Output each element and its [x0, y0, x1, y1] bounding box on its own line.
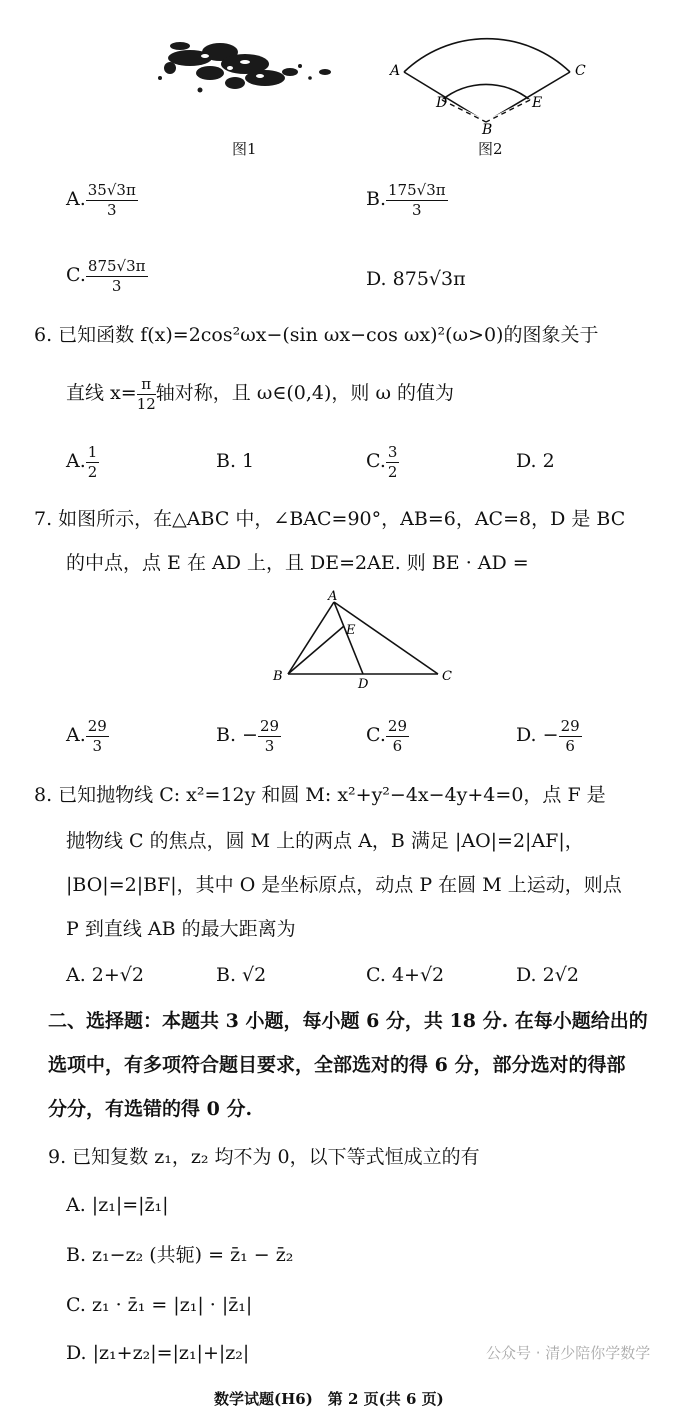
fig2-label-e: E — [532, 95, 543, 111]
q8-option-c: C. 4+√2 — [366, 964, 445, 986]
q9-option-a: A. |z₁|=|z̄₁| — [66, 1194, 169, 1216]
figure-1-caption: 图1 — [232, 140, 257, 158]
q5-option-a: A. $\frac{35√3\pi}{3}$ — [66, 181, 136, 219]
fig2-label-d: D — [436, 95, 448, 111]
figure-2-annular-sector — [380, 10, 600, 135]
tri-label-b: B — [273, 669, 283, 684]
q9-stem: 9. 已知复数 z₁，z₂ 均不为 0，以下等式恒成立的有 — [48, 1146, 480, 1168]
q5-option-c: C. $\frac{875√3\pi}{3}$ — [66, 257, 146, 295]
q9-option-d: D. |z₁+z₂|=|z₁|+|z₂| — [66, 1342, 250, 1364]
q9-option-b: B. z₁−z₂ (共轭) = z̄₁ − z̄₂ — [66, 1244, 294, 1266]
q7-option-c: C. $\frac{29}{6}$ — [366, 717, 407, 755]
q6-option-d: D. 2 — [516, 450, 555, 472]
section-2-line3: 分分，有选错的得 0 分. — [48, 1098, 253, 1120]
q6-stem-line1: 6. 已知函数 f(x)=2cos²ωx−(sin ωx−cos ωx)²(ω>0)的图象关于 — [34, 324, 599, 346]
q8-stem-line4: P 到直线 AB 的最大距离为 — [66, 918, 296, 940]
figure-2-caption: 图2 — [478, 140, 503, 158]
q6-option-a: A. $\frac{1}{2}$ — [66, 443, 98, 481]
fig2-label-b: B — [482, 122, 493, 135]
q8-option-b: B. √2 — [216, 964, 267, 986]
page-footer: 数学试题(H6) 第 2 页(共 6 页) — [214, 1390, 444, 1408]
q7-option-b: B. − $\frac{29}{3}$ — [216, 717, 280, 755]
q7-option-d: D. − $\frac{29}{6}$ — [516, 717, 580, 755]
tri-label-d: D — [358, 677, 369, 690]
q8-stem-line3: |BO|=2|BF|，其中 O 是坐标原点，动点 P 在圆 M 上运动，则点 — [66, 874, 622, 896]
q8-stem-line1: 8. 已知抛物线 C: x²=12y 和圆 M: x²+y²−4x−4y+4=0，点 F 是 — [34, 784, 606, 806]
q5-option-d: D. 875√3π — [366, 268, 466, 290]
q8-option-a: A. 2+√2 — [66, 964, 145, 986]
section-2-line1: 二、选择题：本题共 3 小题，每小题 6 分，共 18 分. 在每小题给出的 — [48, 1010, 648, 1032]
figure-1-ink-drawing — [150, 28, 350, 108]
q9-option-c: C. z₁ · z̄₁ = |z₁| · |z̄₁| — [66, 1294, 253, 1316]
q5-option-b: B. $\frac{175√3\pi}{3}$ — [366, 181, 446, 219]
fig2-label-c: C — [575, 63, 586, 79]
section-2-line2: 选项中，有多项符合题目要求，全部选对的得 6 分，部分选对的得部 — [48, 1054, 626, 1076]
q7-option-a: A. $\frac{29}{3}$ — [66, 717, 107, 755]
q6-stem-line2: 直线 x= $\frac{\pi}{12}$ 轴对称，且 ω∈(0,4)，则 ω 的值为 — [66, 375, 454, 413]
q7-triangle-figure — [268, 590, 468, 690]
tri-label-e: E — [346, 623, 356, 638]
watermark: 公众号 · 清少陪你学数学 — [486, 1344, 651, 1362]
tri-label-a: A — [328, 590, 338, 604]
tri-label-c: C — [442, 669, 452, 684]
q6-option-c: C. $\frac{3}{2}$ — [366, 443, 398, 481]
fig2-label-a: A — [390, 63, 401, 79]
q7-stem-line2: 的中点，点 E 在 AD 上，且 DE=2AE. 则 BE · AD = — [66, 552, 529, 574]
q7-stem-line1: 7. 如图所示，在△ABC 中，∠BAC=90°，AB=6，AC=8，D 是 BC — [34, 508, 626, 530]
q8-option-d: D. 2√2 — [516, 964, 579, 986]
q8-stem-line2: 抛物线 C 的焦点，圆 M 上的两点 A，B 满足 |AO|=2|AF|， — [66, 830, 584, 852]
q6-option-b: B. 1 — [216, 450, 255, 472]
